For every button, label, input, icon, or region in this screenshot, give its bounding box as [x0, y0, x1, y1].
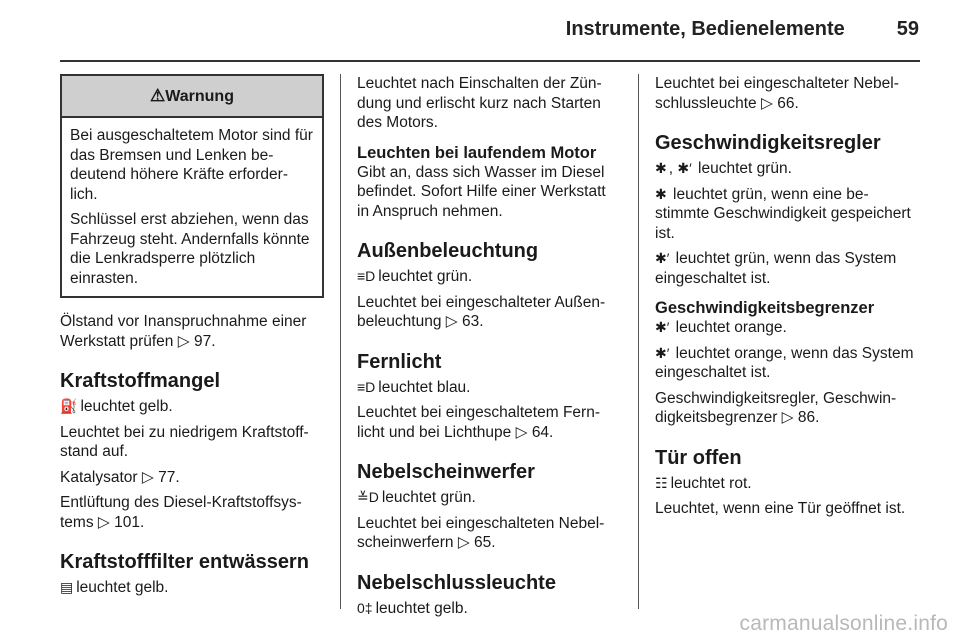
- text: leuchtet grün, wenn eine be-stimmte Geschwindigkeit gespeichert ist.: [655, 185, 911, 242]
- paragraph: Leuchtet nach Einschalten der Zün-dung und erlischt kurz nach Starten des Motors.: [357, 75, 602, 131]
- warning-triangle-icon: ⚠: [150, 86, 166, 105]
- page-title: Instrumente, Bedienelemente: [565, 18, 845, 40]
- watermark: carmanualsonline.info: [739, 612, 948, 635]
- status-text: leuchtet gelb.: [375, 599, 468, 617]
- status-line: [357, 267, 619, 287]
- status-text: leuchtet gelb.: [80, 398, 173, 415]
- subsection-heading: Geschwindigkeitsbegrenzer: [655, 299, 875, 317]
- warning-text: Bei ausgeschaltetem Motor sind für das Bremsen und Lenken be-deutend höhere Kräfte erforder-lich.: [70, 127, 313, 203]
- fuel-filter-icon: ▤: [60, 579, 74, 595]
- page-ref: 65.: [474, 534, 496, 551]
- cruise-control-icon: ✱: [655, 185, 667, 202]
- paragraph: [655, 249, 920, 288]
- status-text: leuchtet grün.: [698, 160, 792, 177]
- status-text: leuchtet grün.: [378, 268, 473, 285]
- warning-body: [62, 118, 322, 296]
- speed-limiter-icon: ✱′: [655, 319, 670, 335]
- status-text: leuchtet gelb.: [76, 579, 169, 596]
- paragraph: Leuchtet, wenn eine Tür geöffnet ist.: [655, 500, 906, 517]
- page-header: [566, 18, 919, 41]
- page-ref-arrow-icon: ▷: [457, 534, 470, 551]
- section-heading: Außenbeleuchtung: [357, 240, 539, 262]
- section-heading: Fernlicht: [357, 350, 442, 373]
- text: Leuchtet bei eingeschalteter Nebel-schlussleuchte: [655, 75, 899, 112]
- page-ref-arrow-icon: ▷: [515, 423, 528, 441]
- column-divider: [638, 74, 639, 609]
- section-heading: Nebelschlussleuchte: [357, 571, 556, 594]
- status-line: [357, 599, 619, 619]
- paragraph: [357, 403, 619, 442]
- text: leuchtet orange, wenn das System eingeschaltet ist.: [655, 344, 914, 381]
- status-text: leuchtet grün.: [381, 489, 476, 506]
- status-line: [357, 378, 619, 398]
- status-text: leuchtet rot.: [670, 474, 752, 492]
- exterior-light-icon: ≡D: [357, 268, 376, 284]
- status-text: leuchtet blau.: [378, 378, 471, 396]
- column-middle: [357, 74, 619, 624]
- text: leuchtet grün, wenn das System eingeschaltet ist.: [655, 250, 897, 287]
- door-open-icon: ☷: [655, 474, 668, 491]
- page-ref: 63.: [462, 313, 484, 330]
- page-ref-arrow-icon: ▷: [141, 468, 154, 486]
- column-left: [60, 74, 324, 604]
- paragraph: [357, 293, 619, 332]
- high-beam-icon: ≡D: [357, 378, 376, 395]
- paragraph: [60, 468, 324, 488]
- oil-paragraph: [60, 312, 324, 351]
- page-number: 59: [896, 18, 919, 40]
- page-ref: 97.: [193, 332, 216, 350]
- fuel-pump-icon: ⛽: [60, 398, 78, 414]
- column-divider: [340, 74, 341, 609]
- column-right: [655, 74, 920, 525]
- subsection-heading: Leuchten bei laufendem Motor: [357, 143, 597, 162]
- paragraph: Gibt an, dass sich Wasser im Diesel befindet. Sofort Hilfe einer Werkstatt in Anspruch nehmen.: [357, 163, 606, 220]
- section-heading: Tür offen: [655, 446, 742, 469]
- warning-header: [62, 76, 322, 118]
- header-rule: [60, 60, 920, 62]
- page-ref-arrow-icon: ▷: [97, 513, 110, 531]
- paragraph: [655, 74, 920, 113]
- page-ref: 66.: [777, 94, 799, 112]
- page-ref: 101.: [114, 513, 145, 531]
- warning-text: Schlüssel erst abziehen, wenn das Fahrzeug steht. Andernfalls könnte die Lenkradsperre plötzlich einrasten.: [70, 211, 310, 287]
- paragraph: [655, 344, 920, 383]
- status-line: ✱ , ✱′ leuchtet grün.: [655, 160, 792, 177]
- paragraph: Leuchtet bei zu niedrigem Kraftstoff-stand auf.: [60, 423, 309, 460]
- status-line: [60, 397, 324, 417]
- text: Geschwindigkeitsregler, Geschwin-digkeitsbegrenzer: [655, 389, 897, 426]
- cruise-control-active-icon: ✱′: [655, 250, 670, 266]
- warning-title: Warnung: [165, 88, 234, 105]
- paragraph: [60, 493, 324, 532]
- paragraph: [655, 185, 920, 244]
- paragraph: [357, 514, 619, 553]
- page-ref: 64.: [531, 423, 554, 441]
- text: Leuchtet bei eingeschalteter Außen-beleuchtung: [357, 293, 606, 330]
- cruise-control-icon: ✱: [655, 160, 667, 176]
- section-heading: Kraftstoffmangel: [60, 370, 221, 392]
- rear-fog-light-icon: 0‡: [357, 599, 373, 616]
- oil-text: Ölstand vor Inanspruchnahme einer Werkstatt prüfen: [60, 313, 307, 350]
- page-ref: 86.: [797, 409, 820, 426]
- status-line: [655, 474, 920, 494]
- status-line: [60, 578, 324, 598]
- cruise-control-active-icon: ✱′: [677, 160, 692, 176]
- text: Leuchtet bei eingeschaltetem Fern-licht und bei Lichthupe: [357, 404, 600, 441]
- text: Leuchtet bei eingeschalteten Nebel-scheinwerfern: [357, 514, 605, 551]
- section-heading: Nebelscheinwerfer: [357, 461, 535, 483]
- page-ref-arrow-icon: ▷: [781, 409, 794, 426]
- front-fog-light-icon: ≚D: [357, 489, 379, 505]
- status-line: [655, 318, 920, 338]
- warning-box: [60, 74, 324, 298]
- paragraph: [655, 389, 920, 428]
- page-ref-arrow-icon: ▷: [760, 94, 773, 112]
- text: Katalysator: [60, 468, 138, 486]
- speed-limiter-icon: ✱′: [655, 344, 670, 361]
- status-text: leuchtet orange.: [675, 319, 787, 336]
- text: Entlüftung des Diesel-Kraftstoffsys-tems: [60, 494, 302, 531]
- status-line: [357, 488, 619, 508]
- section-heading: Geschwindigkeitsregler: [655, 132, 881, 154]
- page-ref-arrow-icon: ▷: [445, 313, 458, 330]
- page-ref: 77.: [158, 468, 180, 486]
- page-ref-arrow-icon: ▷: [177, 332, 190, 350]
- section-heading: Kraftstofffilter entwässern: [60, 551, 309, 573]
